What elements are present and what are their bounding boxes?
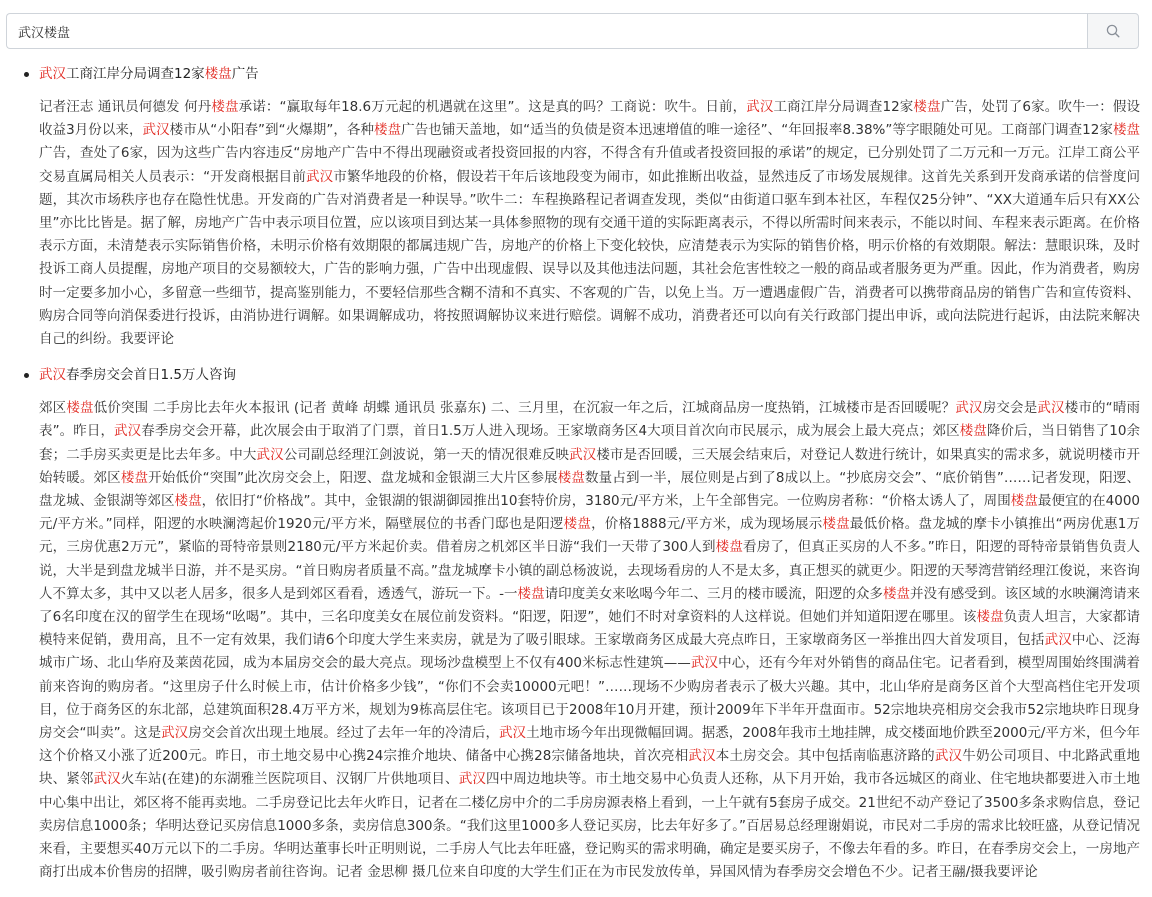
keyword-highlight: 楼盘: [517, 585, 545, 602]
result-title[interactable]: 武汉春季房交会首日1.5万人咨询: [39, 367, 236, 384]
keyword-highlight: 楼盘: [1010, 493, 1038, 510]
keyword-highlight: 武汉: [39, 66, 66, 82]
list-item: [39, 62, 1140, 351]
keyword-highlight: 楼盘: [913, 99, 941, 115]
keyword-highlight: 武汉: [569, 446, 597, 463]
search-input[interactable]: [6, 13, 1087, 49]
keyword-highlight: 武汉: [39, 367, 66, 384]
keyword-highlight: 武汉: [114, 423, 142, 440]
keyword-highlight: 楼盘: [715, 539, 744, 556]
keyword-highlight: 武汉: [142, 122, 170, 139]
keyword-highlight: 楼盘: [204, 66, 232, 82]
keyword-highlight: 武汉: [955, 400, 983, 417]
keyword-highlight: 武汉: [690, 655, 719, 672]
keyword-highlight: 武汉: [934, 748, 963, 765]
search-icon: [1106, 24, 1120, 38]
search-button[interactable]: [1087, 13, 1139, 49]
keyword-highlight: 武汉: [256, 446, 284, 463]
keyword-highlight: 楼盘: [976, 609, 1004, 626]
keyword-highlight: 武汉: [306, 168, 334, 185]
keyword-highlight: 武汉: [688, 748, 716, 765]
keyword-highlight: 楼盘: [211, 99, 239, 115]
bullet: [24, 72, 29, 77]
keyword-highlight: 楼盘: [120, 469, 149, 486]
results-list: [0, 62, 1140, 897]
list-item: [39, 363, 1140, 884]
keyword-highlight: 武汉: [499, 725, 527, 742]
keyword-highlight: 楼盘: [374, 122, 402, 139]
keyword-highlight: 武汉: [93, 771, 121, 788]
keyword-highlight: 楼盘: [959, 423, 987, 440]
result-body: 记者汪志 通讯员何德发 何丹楼盘承诺：“赢取每年18.6万元起的机遇就在这里”。这是真的吗？工商说：吹牛。日前，武汉工商江岸分局调查12家楼盘广告，处罚了6家。吹牛一：假设收益3月份以来，武汉楼市从“小阳春”到“火爆期”，各种楼盘广告也铺天盖地，如“适当的负债是资本迅速增值的唯一途径”、“年回报率8.38%”等字眼随处可见。工商部门调查12家楼盘广告，查处了6家，因为这些广告内容违反“房地产广告中不得出现融资或者投资回报的内容，不得含有升值或者投资回报的承诺”的规定，已分别处罚了二万元和一万元。江岸工商公平交易直属局相关人员表示：“开发商根据目前武汉市繁华地段的价格，假设若干年后该地段变为闹市，如此推断出收益，显然违反了市场发展规律。这首先关系到开发商承诺的信誉度问题，其次市场秩序也存在隐性忧患。开发商的广告对消费者是一种误导。”吹牛二：车程换路程记者调查发现，类似“由街道口驱车到本社区，车程仅25分钟”、“XX大道通车后只有XX公里”亦比比皆是。据了解，房地产广告中表示项目位置，应以该项目到达某一具体参照物的现有交通干道的实际距离表示，不得以所需时间来表示，不能以时间、车程来表示距离。在价格表示方面，未清楚表示实际销售价格，未明示价格有效期限的都属违规广告，房地产的价格上下变化较快，应清楚表示为实际的销售价格，明示价格的有效期限。解法：慧眼识珠，及时投诉工商人员提醒，房地产项目的交易额较大，广告的影响力强，广告中出现虚假、误导以及其他违法问题，其社会危害性较之一般的商品或者服务更为严重。因此，作为消费者，购房时一定要多加小心，多留意一些细节，提高鉴别能力，不要轻信那些含糊不清和不真实、不客观的广告，以免上当。万一遭遇虚假广告，消费者可以携带商品房的销售广告和宣传资料、购房合同等向消保委进行投诉，由消协进行调解。如果调解成功，将按照调解协议来进行赔偿。调解不成功，消费者还可以向有关行政部门提出申诉，或向法院进行起诉，由法院来解决自己的纠纷。我要评论: [39, 99, 1141, 348]
search-bar: [6, 13, 1139, 49]
keyword-highlight: 武汉: [161, 725, 189, 742]
keyword-highlight: 武汉: [1037, 400, 1065, 417]
bullet: [24, 373, 29, 378]
keyword-highlight: 武汉: [746, 99, 774, 115]
keyword-highlight: 武汉: [1044, 632, 1072, 649]
keyword-highlight: 武汉: [458, 771, 486, 788]
result-body: 郊区楼盘低价突围 二手房比去年火本报讯 (记者 黄峰 胡蝶 通讯员 张嘉东) 二、三月里，在沉寂一年之后，江城商品房一度热销，江城楼市是否回暖呢？武汉房交会是武汉楼市的“晴雨表”。昨日，武汉春季房交会开幕，此次展会由于取消了门票，首日1.5万人进入现场。王家墩商务区4大项目首次向市民展示，成为展会上最大亮点；郊区楼盘降价后，当日销售了10余套；二手房买卖更是比去年多。中大武汉公司副总经理江剑波说，第一天的情况很难反映武汉楼市是否回暖，三天展会结束后，对登记人数进行统计，如果真实的需求多，就说明楼市开始转暖。郊区楼盘开始低价“突围”此次房交会上，阳逻、盘龙城和金银湖三大片区参展楼盘数量占到一半，展位则是占到了8成以上。“抄底房交会”、“底价销售”……记者发现，阳逻、盘龙城、金银湖等郊区楼盘，依旧打“价格战”。其中，金银湖的银湖御园推出10套特价房，3180元/平方米，上午全部售完。一位购房者称：“价格太诱人了，周围楼盘最便宜的在4000元/平方米。”同样，阳逻的水映澜湾起价1920元/平方米，隔壁展位的书香门邸也是阳逻楼盘，价格1888元/平方米，成为现场展示楼盘最低价格。盘龙城的摩卡小镇推出“两房优惠1万元，三房优惠2万元”，紧临的哥特帝景则2180元/平方米起价卖。借着房之机郊区半日游“我们一天带了300人到楼盘看房了，但真正买房的人不多。”昨日，阳逻的哥特帝景销售负责人说，大半是到盘龙城半日游，并不是买房。“首日购房者质量不高。”盘龙城摩卡小镇的副总杨波说，去现场看房的人不是太多，真正想买的就更少。阳逻的天琴湾营销经理江俊说，来咨询人不算太多，其中又以老人居多，很多人是到郊区看看，透透气，游玩一下。-一楼盘请印度美女来吆喝今年二、三月的楼市暖流，阳逻的众多楼盘并没有感受到。该区域的水映澜湾请来了6名印度在汉的留学生在现场“吆喝”。其中，三名印度美女在展位前发资料。“阳逻，阳逻”，她们不时对拿资料的人这样说。但她们并知道阳逻在哪里。该楼盘负责人坦言，大家都请模特来促销，费用高，且不一定有效果，我们请6个印度大学生来卖房，就是为了吸引眼球。王家墩商务区成最大亮点昨日，王家墩商务区一举推出四大首发项目，包括武汉中心、泛海城市广场、北山华府及莱茵花园，成为本届房交会的最大亮点。现场沙盘模型上不仅有400米标志性建筑——武汉中心，还有今年对外销售的商品住宅。记者看到，模型周围始终围满着前来咨询的购房者。“这里房子什么时候上市，估计价格多少钱”，“你们不会卖10000元吧！”……现场不少购房者表示了极大兴趣。其中，北山华府是商务区首个大型高档住宅开发项目，位于商务区的东北部，总建筑面积28.4万平方米，规划为9栋高层住宅。该项目已于2008年10月开建，预计2009年下半年开盘面市。52宗地块亮相房交会我市52宗地块昨日现身房交会“叫卖”。这是武汉房交会首次出现土地展。经过了去年一年的冷清后，武汉土地市场今年出现微幅回调。据悉，2008年我市土地挂牌，成交楼面地价跌至2000元/平方米，但今年这个价格又小涨了近200元。昨日，市土地交易中心携24宗推介地块、储备中心携28宗储备地块，首次亮相武汉本土房交会。其中包括南临惠济路的武汉牛奶公司项目、中北路武重地块、紧邻武汉火车站(在建)的东湖雅兰医院项目、汉钢厂片供地项目、武汉四中周边地块等。市土地交易中心负责人还称，从下月开始，我市各远城区的商业、住宅地块都要进入市土地中心集中出让，郊区将不能再卖地。二手房登记比去年火昨日，记者在二楼亿房中介的二手房房源表格上看到，一上午就有5套房子成交。21世纪不动产登记了3500多条求购信息，登记卖房信息1000条；华明达登记买房信息1000多条，卖房信息300条。“我们这里1000多人登记买房，比去年好多了。”百居易总经理谢娟说，市民对二手房的需求比较旺盛，从登记情况来看，主要想买40万元以下的二手房。华明达董事长叶正明则说，二手房人气比去年旺盛，登记购买的需求明确，确定是要买房子，不像去年看的多。昨日，在春季房交会上，一房地产商打出成本价售房的招牌，吸引购房者前往咨询。记者 金思柳 摄几位来自印度的大学生们正在为市民发放传单，异国风情为春季房交会增色不少。记者王翮/摄我要评论: [39, 400, 1141, 881]
keyword-highlight: 楼盘: [563, 516, 592, 533]
keyword-highlight: 楼盘: [66, 400, 94, 417]
keyword-highlight: 楼盘: [822, 516, 850, 533]
keyword-highlight: 楼盘: [174, 493, 202, 510]
result-title[interactable]: 武汉工商江岸分局调查12家楼盘广告: [39, 66, 259, 82]
keyword-highlight: 楼盘: [1112, 122, 1141, 139]
keyword-highlight: 楼盘: [557, 469, 586, 486]
keyword-highlight: 楼盘: [882, 585, 911, 602]
